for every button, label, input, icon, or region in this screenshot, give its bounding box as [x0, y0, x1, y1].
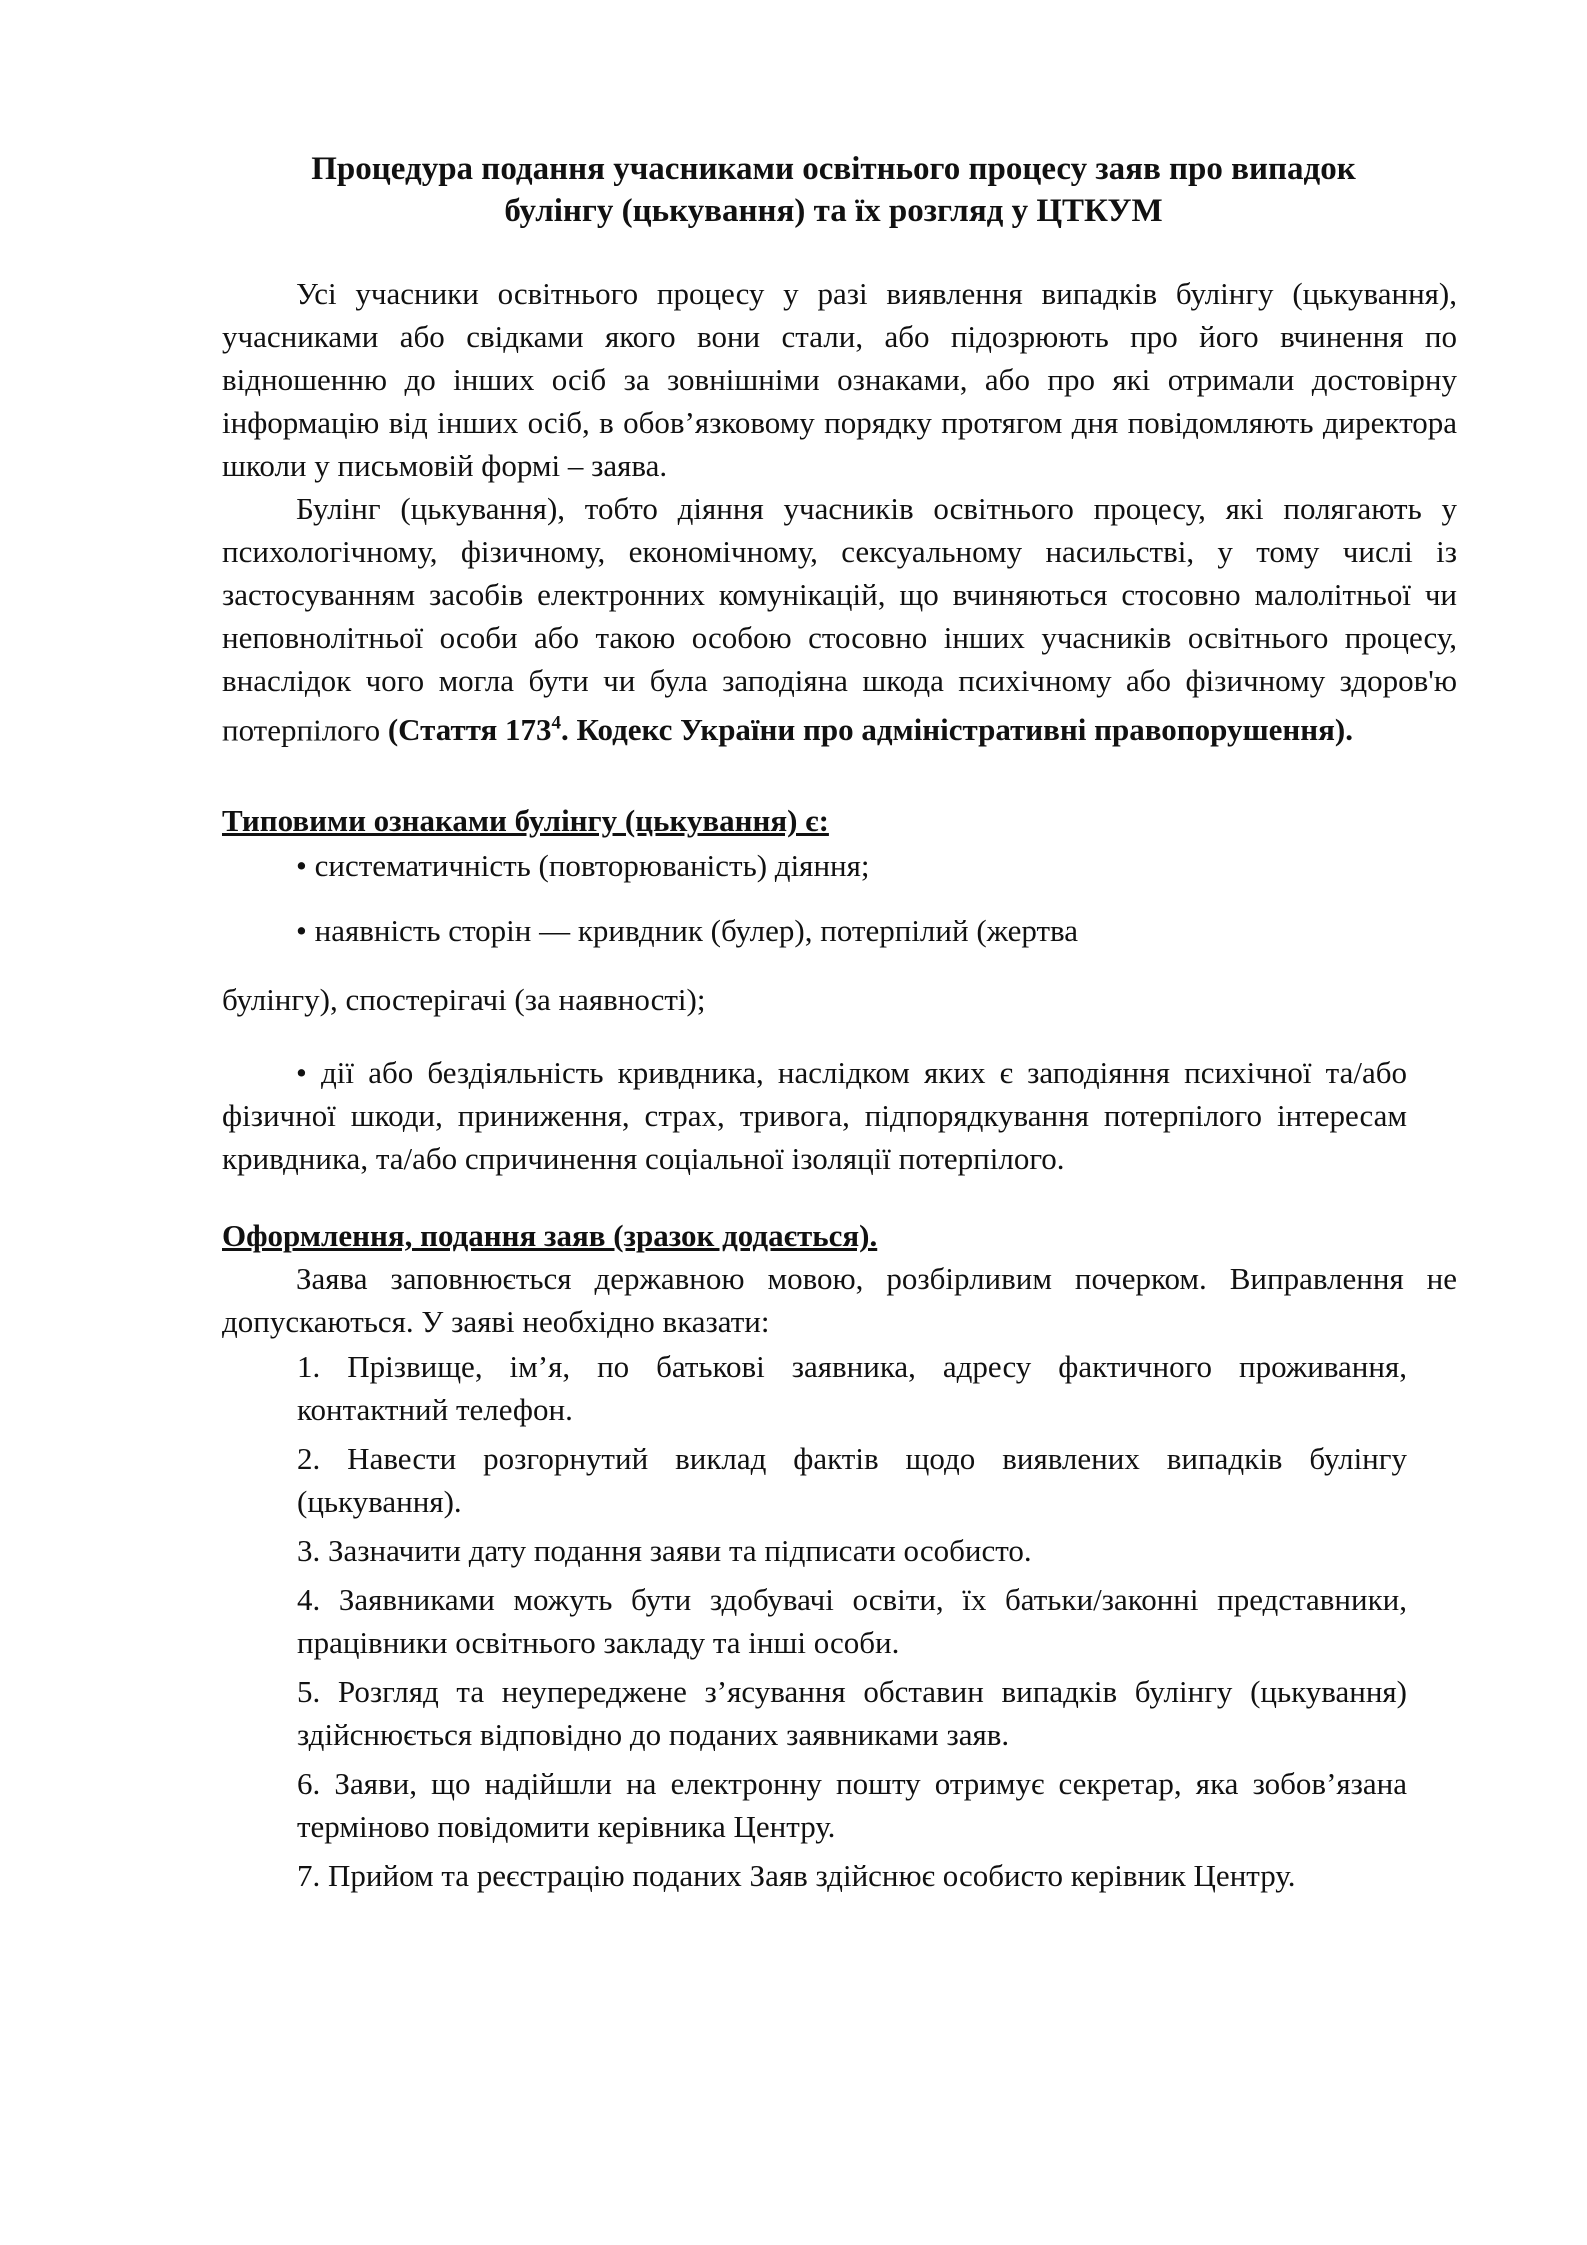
- requirements-item: 1. Прізвище, ім’я, по батькові заявника, адресу фактичного проживання, контактний телефон.: [297, 1349, 1407, 1428]
- title-line-2: булінгу (цькування) та їх розгляд у ЦТКУМ: [504, 193, 1163, 229]
- law-reference-superscript: 4: [551, 713, 562, 734]
- intro-paragraph: Усі учасники освітнього процесу у разі виявлення випадків булінгу (цькування), учасниками або свідками якого вони стали, або підозрюють про його вчинення по відношенню до інших осіб за зовнішніми ознаками, або про які отримали достовірну інформацію від інших осіб, в обов’язковому порядку протягом дня повідомляють директора школи у письмовій формі – заява.: [222, 276, 1457, 483]
- requirements-list: [222, 1345, 1457, 1897]
- requirements-item: 6. Заяви, що надійшли на електронну пошту отримує секретар, яка зобов’язана терміново повідомити керівника Центру.: [297, 1766, 1407, 1845]
- bullet-icon: •: [296, 848, 307, 884]
- law-reference: [388, 712, 1353, 747]
- bullet-icon: •: [296, 913, 307, 949]
- signs-list-item: [222, 909, 1407, 952]
- requirements-item: 5. Розгляд та неупереджене з’ясування обставин випадків булінгу (цькування) здійснюється відповідно до поданих заявниками заяв.: [297, 1674, 1407, 1753]
- bullet-text: дії або бездіяльність кривдника, наслідком яких є заподіяння психічної та/або фізичної шкоди, приниження, страх, тривога, підпорядкування потерпілого інтересам кривдника, та/або спричинення соціальної ізоляції потерпілого.: [222, 1055, 1407, 1177]
- bullet-text: систематичність (повторюваність) діяння;: [314, 848, 870, 884]
- bullet-icon: •: [296, 1055, 307, 1091]
- signs-list-continued: [222, 1051, 1457, 1180]
- signs-heading: Типовими ознаками булінгу (цькування) є:: [222, 803, 829, 839]
- filing-paragraph: Заява заповнюється державною мовою, розбірливим почерком. Виправлення не допускаються. У заяві необхідно вказати:: [222, 1261, 1457, 1340]
- definition-text: Булінг (цькування), тобто діяння учасників освітнього процесу, які полягають у психологічному, фізичному, економічному, сексуальному насильстві, у тому числі із застосуванням засобів електронних комунікацій, що вчиняються стосовно малолітньої чи неповнолітньої особи або такою особою стосовно інших учасників освітнього процесу, внаслідок чого могла бути чи була заподіяна шкода психічному або фізичному здоров'ю потерпілого: [222, 491, 1457, 748]
- title-line-1: Процедура подання учасниками освітнього процесу заяв про випадок: [311, 151, 1356, 187]
- bullet-text: наявність сторін — кривдник (булер), потерпілий (жертва: [314, 913, 1079, 949]
- requirements-item: 3. Зазначити дату подання заяви та підписати особисто.: [297, 1533, 1032, 1569]
- law-reference-open: (Стаття 173: [387, 712, 552, 748]
- signs-list-item: [222, 1051, 1407, 1180]
- requirements-item: 2. Навести розгорнутий виклад фактів щодо виявлених випадків булінгу (цькування).: [297, 1441, 1407, 1520]
- document-title: [222, 148, 1457, 232]
- requirements-item: 4. Заявниками можуть бути здобувачі освіти, їх батьки/законні представники, працівники освітнього закладу та інші особи.: [297, 1582, 1407, 1661]
- bullet-continuation: булінгу), спостерігачі (за наявності);: [222, 982, 706, 1018]
- signs-list-item: [222, 844, 1407, 887]
- definition-paragraph: [222, 487, 1457, 751]
- signs-list: [222, 844, 1457, 952]
- filing-heading: Оформлення, подання заяв (зразок додається).: [222, 1218, 878, 1254]
- law-reference-rest: . Кодекс України про адміністративні правопорушення).: [561, 712, 1353, 748]
- requirements-item: 7. Прийом та реєстрацію поданих Заяв здійснює особисто керівник Центру.: [297, 1858, 1296, 1894]
